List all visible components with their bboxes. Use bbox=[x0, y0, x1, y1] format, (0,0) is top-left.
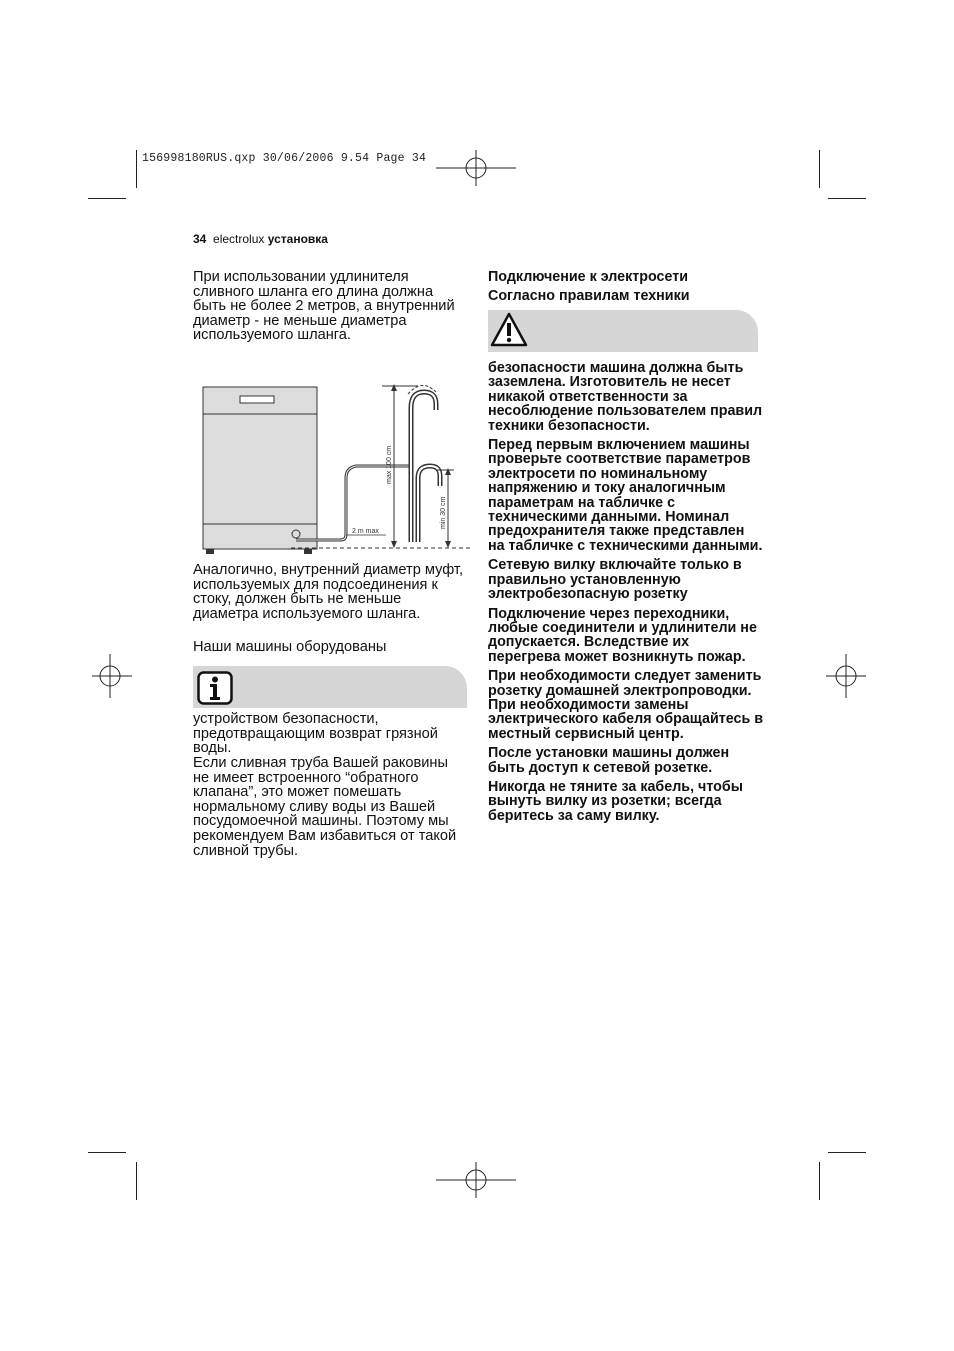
registration-mark-left bbox=[92, 654, 132, 698]
crop-mark-top-left-v bbox=[136, 150, 137, 188]
power-connection-lead: Согласно правилам техники bbox=[488, 288, 690, 304]
right-column-body bbox=[488, 361, 764, 828]
crop-mark-bottom-left-v bbox=[136, 1162, 137, 1200]
label-hose-length: 2 m max bbox=[352, 528, 379, 535]
section-title: установка bbox=[267, 232, 328, 246]
paragraph-socket-access: После установки машины должен быть доступ к сетевой розетке. bbox=[488, 745, 730, 776]
paragraph-check-valve: Если сливная труба Вашей раковины не имеет встроенного “обратного клапана”, это может помешать нормальному сливу воды из Вашей посудомоечной машины. Поэтому мы рекомендуем Вам избавиться от такой сливной трубы. bbox=[193, 755, 457, 859]
info-icon bbox=[197, 671, 233, 705]
crop-mark-bottom-right-h bbox=[828, 1152, 866, 1153]
paragraph-safety-device: устройством безопасности, предотвращающим возврат грязной воды. bbox=[193, 711, 438, 757]
power-connection-heading: Подключение к электросети bbox=[488, 269, 689, 285]
registration-mark-bottom bbox=[436, 1160, 516, 1200]
crop-mark-top-left-h bbox=[88, 198, 126, 199]
crop-mark-top-right-h bbox=[828, 198, 866, 199]
paragraph-machines-equipped: Наши машины оборудованы bbox=[193, 639, 387, 655]
crop-mark-top-right-v bbox=[819, 150, 820, 188]
registration-mark-top bbox=[436, 148, 516, 188]
drain-hose-diagram bbox=[196, 374, 472, 558]
paragraph-do-not-pull-cable: Никогда не тяните за кабель, чтобы вынуть вилку из розетки; всегда беритесь за саму вилку. bbox=[488, 778, 743, 824]
intro-paragraph: При использовании удлинителя сливного шланга его длина должна быть не более 2 метров, а внутренний диаметр - не меньше диаметра используемого шланга. bbox=[193, 269, 455, 344]
label-max-height: max 100 cm bbox=[386, 445, 393, 484]
brand-name: electrolux bbox=[213, 232, 265, 246]
page-header bbox=[193, 232, 328, 246]
info-band bbox=[193, 666, 467, 708]
warning-icon bbox=[490, 312, 528, 348]
paragraph-grounding: безопасности машина должна быть заземлена. Изготовитель не несет никакой ответственности за несоблюдение пользователем правил техники безопасности. bbox=[488, 360, 763, 434]
drain-pipe-low bbox=[418, 466, 440, 542]
paragraph-plug-socket: Сетевую вилку включайте только в правильно установленную электробезопасную розетку bbox=[488, 557, 742, 603]
warning-band bbox=[488, 310, 758, 352]
registration-mark-right bbox=[826, 654, 866, 698]
paragraph-no-adapters: Подключение через переходники, любые соединители и удлинители не допускается. Вследствие их перегрева может возникнуть пожар. bbox=[488, 605, 757, 665]
print-slug: 156998180RUS.qxp 30/06/2006 9.54 Page 34 bbox=[142, 152, 427, 165]
page-number: 34 bbox=[193, 232, 207, 246]
crop-mark-bottom-left-h bbox=[88, 1152, 126, 1153]
paragraph-check-parameters: Перед первым включением машины проверьте соответствие параметров электросети по номинальному напряжению и току аналогичным параметрам на табличке с техническими данными. Номинал предохранителя также представлен на табличке с техническими данными. bbox=[488, 437, 763, 554]
crop-mark-bottom-right-v bbox=[819, 1162, 820, 1200]
label-min-height: min 30 cm bbox=[440, 496, 447, 529]
paragraph-replace-socket: При необходимости следует заменить розетку домашней электропроводки. При необходимости замены электрического кабеля обращайтесь в местный сервисный центр. bbox=[488, 668, 764, 742]
paragraph-coupling-diameter: Аналогично, внутренний диаметр муфт, используемых для подсоединения к стоку, должен быть не меньше диаметра используемого шланга. bbox=[193, 562, 464, 622]
control-display bbox=[240, 396, 274, 403]
dishwasher-body bbox=[203, 387, 317, 549]
